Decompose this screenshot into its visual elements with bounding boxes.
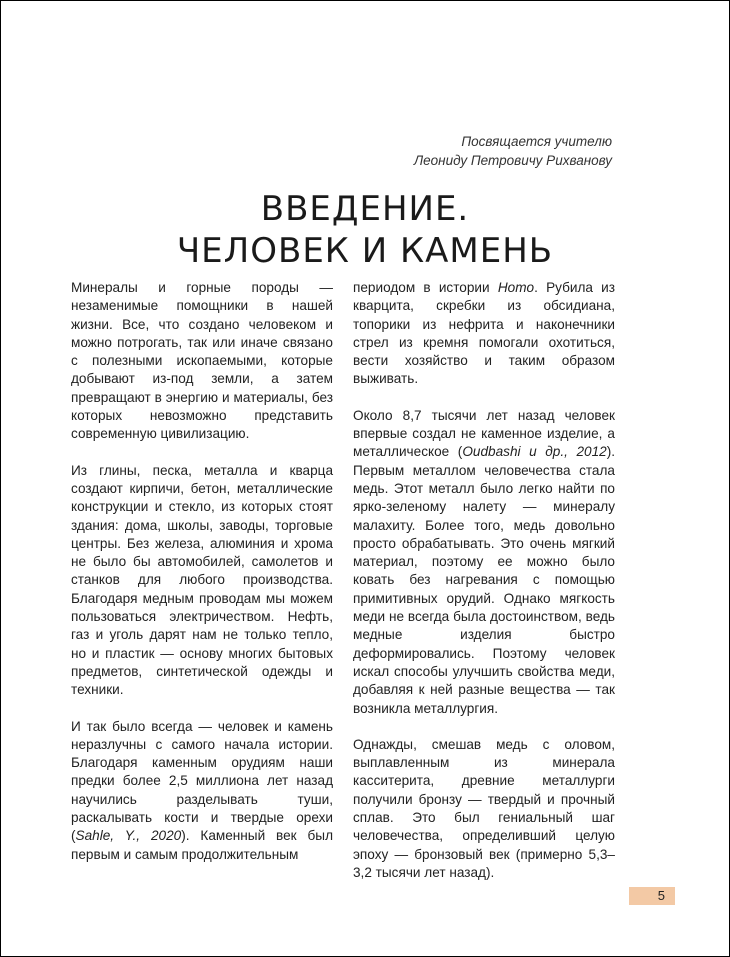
paragraph (353, 407, 615, 718)
dedication (414, 132, 612, 170)
left-column (71, 279, 333, 882)
paragraph-text: И так было всегда — человек и камень неразлучны с самого начала истории. Благодаря каменным орудиям наши предки более 2,5 миллиона лет назад научились разделывать туши, раскалывать кости и твердые орехи ( (71, 718, 333, 844)
right-column (353, 279, 615, 900)
paragraph: Из глины, песка, металла и кварца создают кирпичи, бетон, металлические конструкции и стекло, из которых стоят здания: дома, школы, заводы, торговые центры. Без железа, алюминия и хрома не было бы автомобилей, самолетов и станков для любого производства. Благодаря медным проводам мы можем пользоваться электричеством. Нефть, газ и уголь дарят нам не только тепло, но и пластик — основу многих бытовых предметов, синтетической одежды и техники. (71, 462, 333, 698)
paragraph-text: периодом в истории (353, 280, 498, 295)
paragraph (71, 718, 333, 864)
chapter-title-line-2: ЧЕЛОВЕК И КАМЕНЬ (176, 231, 554, 271)
paragraph-text: ). Первым металлом человечества стала медь. Этот металл было легко найти по ярко-зеленому налету — минералу малахиту. Более того, медь довольно просто обрабатывать. Это очень мягкий материал, поэтому ее можно было ковать без нагревания с помощью примитивных орудий. Однако мягкость меди не всегда была достоинством, ведь медные изделия быстро деформировались. Поэтому человек искал способы улучшить свойства меди, добавляя к ней разные вещества — так возникла металлургия. (353, 444, 616, 716)
chapter-title (1, 188, 729, 272)
genus-name: Homo (497, 280, 535, 295)
page-number: 5 (629, 887, 675, 905)
chapter-title-line-1: ВВЕДЕНИЕ. (260, 189, 470, 229)
paragraph-text: . Рубила из кварцита, скребки из обсидиана, топорики из нефрита и наконечники стрел из кремня помогали охотиться, вести хозяйство и таким образом выживать. (353, 280, 615, 387)
citation: Sahle, Y., 2020 (75, 828, 182, 844)
paragraph-text: ). Каменный век был первым и самым продолжительным (71, 828, 333, 862)
paragraph (353, 279, 615, 389)
paragraph-text: Около 8,7 тысячи лет назад человек впервые создал не каменное изделие, а металлическое ( (353, 407, 615, 460)
paragraph: Однажды, смешав медь с оловом, выплавленным из минерала касситерита, древние металлурги получили бронзу — твердый и прочный сплав. Это был гениальный шаг человечества, определивший целую эпоху — бронзовый век (примерно 5,3–3,2 тысячи лет назад). (353, 736, 615, 880)
dedication-line-1: Посвящается учителю (461, 134, 612, 149)
paragraph: Минералы и горные породы — незаменимые помощники в нашей жизни. Все, что создано человеком и можно потрогать, так или иначе связано с полезными ископаемыми, которые добывают из-под земли, а затем превращают в энергию и материалы, без которых невозможно представить современную цивилизацию. (71, 280, 333, 442)
dedication-line-2: Леониду Петровичу Рихванову (413, 153, 612, 168)
citation: Oudbashi и др., 2012 (462, 444, 607, 460)
